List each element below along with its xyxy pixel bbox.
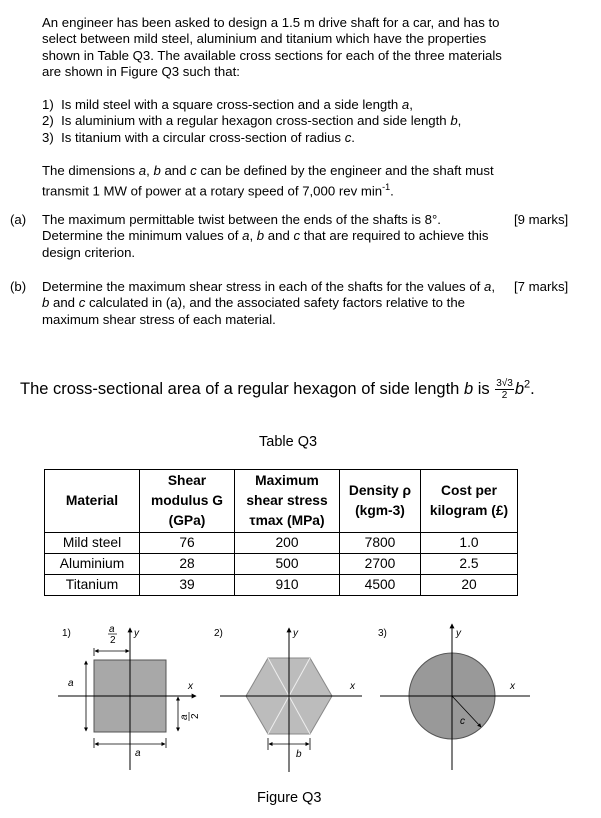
table-cell: 7800 — [340, 533, 421, 554]
a-label-left: a — [68, 678, 74, 689]
c-label: c — [460, 716, 465, 727]
question-a-marks: [9 marks] — [514, 212, 569, 227]
figure-caption: Figure Q3 — [257, 790, 322, 806]
a-label-bottom: a — [135, 748, 141, 759]
question-a-text: The maximum permittable twist between the ends of the shafts is 8°. Determine the minimum values of a, b and c that are required to achieve this design criterion. — [42, 212, 489, 260]
header-material: Material — [45, 470, 140, 533]
x-axis-label: x — [188, 681, 193, 692]
header-max-shear-stress: Maximum shear stress τmax (MPa) — [235, 470, 340, 533]
y-axis-label: y — [134, 628, 139, 639]
svg-text:a: a — [179, 714, 190, 720]
question-a-label: (a) — [10, 212, 27, 227]
table-row — [45, 575, 518, 596]
hexagon-cross-section — [214, 628, 362, 772]
question-b-marks: [7 marks] — [514, 279, 569, 294]
table-cell: 500 — [235, 554, 340, 575]
x-axis-label: x — [350, 681, 355, 692]
table-cell: 2.5 — [421, 554, 518, 575]
table-cell: Mild steel — [45, 533, 140, 554]
table-cell: 1.0 — [421, 533, 518, 554]
panel-1-label: 1) — [62, 628, 71, 639]
header-density: Density ρ (kgm-3) — [340, 470, 421, 533]
table-row — [45, 554, 518, 575]
svg-text:2: 2 — [190, 713, 201, 719]
table-cell: 200 — [235, 533, 340, 554]
table-cell: 910 — [235, 575, 340, 596]
b-label: b — [296, 749, 302, 760]
table-cell: Titanium — [45, 575, 140, 596]
square-cross-section — [58, 624, 201, 770]
material-list — [42, 97, 522, 146]
header-shear-modulus: Shear modulus G (GPa) — [140, 470, 235, 533]
list-item: 1) Is mild steel with a square cross-section and a side length a, — [42, 97, 413, 112]
y-axis-label: y — [456, 628, 461, 639]
question-b-text: Determine the maximum shear stress in each of the shafts for the values of a, b and c calculated in (a), and the associated safety factors relative to the maximum shear stress of each material. — [42, 279, 495, 327]
table-cell: 20 — [421, 575, 518, 596]
intro-paragraph: An engineer has been asked to design a 1.5 m drive shaft for a car, and has to select between mild steel, aluminium and titanium which have the properties shown in Table Q3. The available cross sections for each of the three materials are shown in Figure Q3 such that: — [42, 15, 502, 79]
area-fraction: $\frac{3√3}{2}$ — [496, 378, 513, 401]
half-a-label: a — [109, 624, 115, 635]
circle-cross-section — [378, 624, 530, 770]
table-cell: 39 — [140, 575, 235, 596]
properties-table — [44, 469, 518, 596]
table-caption: Table Q3 — [259, 434, 318, 450]
table-cell: Aluminium — [45, 554, 140, 575]
list-item: 3) Is titanium with a circular cross-section of radius c. — [42, 129, 355, 145]
figure-q3-diagram — [0, 600, 601, 780]
table-row — [45, 533, 518, 554]
y-axis-label: y — [293, 628, 298, 639]
table-cell: 76 — [140, 533, 235, 554]
x-axis-label: x — [510, 681, 515, 692]
list-item: 2) Is aluminium with a regular hexagon cross-section and side length b, — [42, 113, 462, 129]
table-header-row — [45, 470, 518, 533]
table-cell: 2700 — [340, 554, 421, 575]
svg-text:2: 2 — [110, 635, 116, 646]
header-cost: Cost per kilogram (£) — [421, 470, 518, 533]
dimensions-paragraph: The dimensions a, b and c can be defined by the engineer and the shaft must transmit 1 MW of power at a rotary speed of 7,000 rev $\min^{-1}$. — [42, 163, 494, 199]
hexagon-area-note: The cross-sectional area of a regular hexagon of side length b is $\frac{3√3}{2}$ $b^2$. — [20, 378, 535, 401]
table-cell: 4500 — [340, 575, 421, 596]
question-b-label: (b) — [10, 279, 27, 294]
table-cell: 28 — [140, 554, 235, 575]
panel-2-label: 2) — [214, 628, 223, 639]
panel-3-label: 3) — [378, 628, 387, 639]
